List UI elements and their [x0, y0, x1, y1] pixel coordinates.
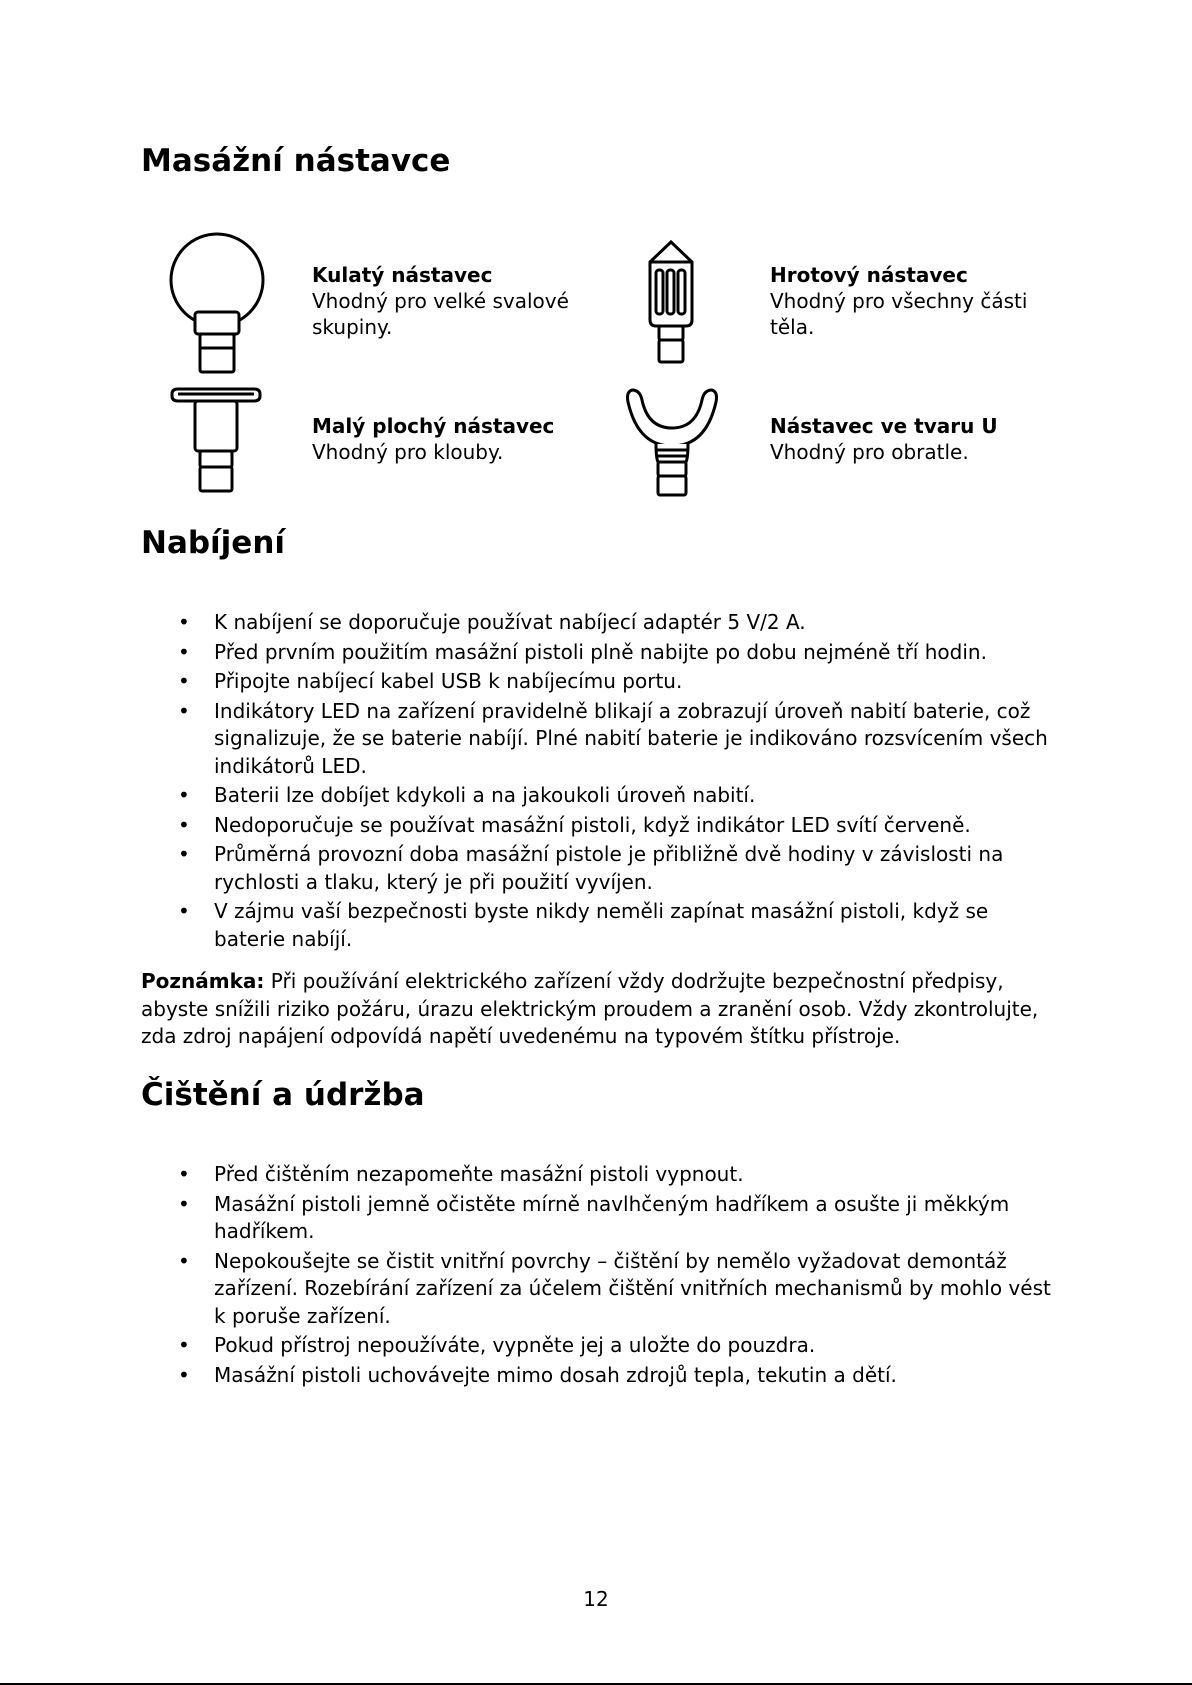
list-item: • Nepokoušejte se čistit vnitřní povrchy – čištění by nemělo vyžadovat demontáž zařízení. Rozebírání zařízení za účelem čištění vnitřních mechanismů by mohlo vést k poruše zařízení. [0, 1248, 1192, 1331]
round-head-icon [168, 230, 268, 375]
list-item: • Masážní pistoli jemně očistěte mírně navlhčeným hadříkem a osušte ji měkkým hadříkem. [0, 1191, 1192, 1246]
list-item: • Průměrná provozní doba masážní pistole je přibližně dvě hodiny v závislosti na rychlosti a tlaku, který je při použití vyvíjen. [0, 841, 1192, 896]
cleaning-list [0, 1161, 1192, 1391]
flat-head-icon [168, 386, 264, 494]
attachments-heading: Masážní nástavce [141, 143, 451, 179]
list-item: • Nedoporučuje se používat masážní pistoli, když indikátor LED svítí červeně. [0, 812, 1192, 840]
attachment-name: Nástavec ve tvaru U [770, 414, 998, 438]
safety-note [141, 968, 1061, 1051]
attachment-description: Vhodný pro klouby. [312, 440, 504, 464]
page-number: 12 [583, 1587, 609, 1611]
charging-heading: Nabíjení [141, 525, 286, 561]
list-item: • Před čištěním nezapomeňte masážní pistoli vypnout. [0, 1161, 1192, 1189]
attachment-name: Hrotový nástavec [770, 263, 968, 287]
cleaning-heading: Čištění a údržba [141, 1077, 425, 1113]
list-item: • Baterii lze dobíjet kdykoli a na jakoukoli úroveň nabití. [0, 782, 1192, 810]
list-item: • Indikátory LED na zařízení pravidelně blikají a zobrazují úroveň nabití baterie, což signalizuje, že se baterie nabíjí. Plné nabití baterie je indikováno rozsvícením všech indikátorů LED. [0, 698, 1192, 781]
list-item: • Masážní pistoli uchovávejte mimo dosah zdrojů tepla, tekutin a dětí. [0, 1362, 1192, 1390]
list-item: • Připojte nabíjecí kabel USB k nabíjecímu portu. [0, 668, 1192, 696]
attachment-name: Malý plochý nástavec [312, 414, 555, 438]
list-item: • Pokud přístroj nepoužíváte, vypněte jej a uložte do pouzdra. [0, 1332, 1192, 1360]
list-item: • Před prvním použitím masážní pistoli plně nabijte po dobu nejméně tří hodin. [0, 639, 1192, 667]
list-item: • K nabíjení se doporučuje používat nabíjecí adaptér 5 V/2 A. [0, 609, 1192, 637]
attachment-description: Vhodný pro všechny části těla. [770, 289, 1028, 339]
charging-list [0, 609, 1192, 955]
note-text: Při používání elektrického zařízení vždy dodržujte bezpečnostní předpisy, abyste snížili riziko požáru, úrazu elektrickým proudem a zranění osob. Vždy zkontrolujte, zda zdroj napájení odpovídá napětí uvedenému na typovém štítku přístroje. [141, 969, 1039, 1048]
attachment-name: Kulatý nástavec [312, 263, 493, 287]
attachment-description: Vhodný pro obratle. [770, 440, 969, 464]
u-shaped-head-icon [624, 384, 720, 498]
bullet-head-icon [646, 240, 696, 365]
note-label: Poznámka: [141, 969, 265, 993]
attachment-description: Vhodný pro velké svalové skupiny. [312, 289, 569, 339]
list-item: • V zájmu vaší bezpečnosti byste nikdy neměli zapínat masážní pistoli, když se baterie nabíjí. [0, 898, 1192, 953]
